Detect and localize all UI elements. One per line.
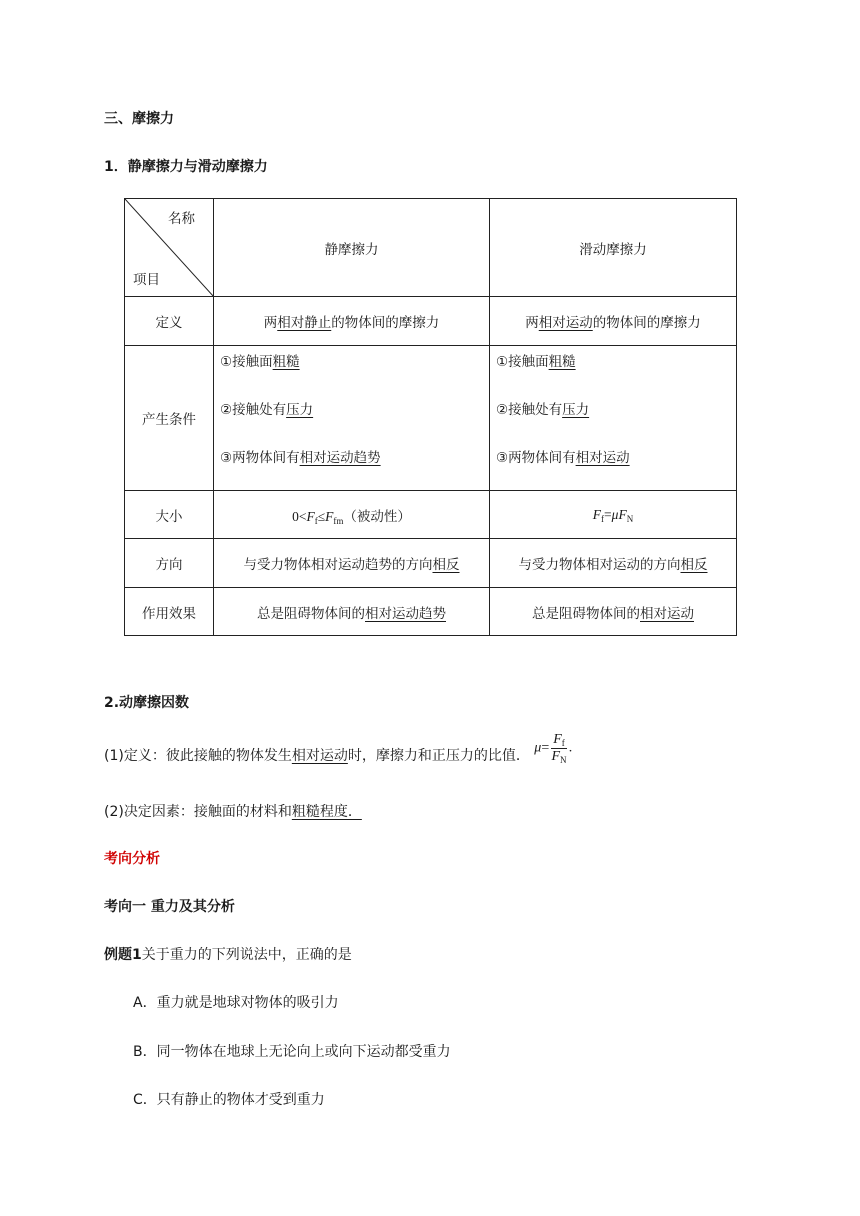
analysis-heading: 考向分析 (104, 851, 160, 867)
column-header-static: 静摩擦力 (214, 199, 490, 297)
effect-static: 总是阻碍物体间的相对运动趋势 (214, 588, 490, 636)
mu-formula: μ= $\frac{F_f}{F_N}$ . (534, 731, 573, 765)
column-header-sliding: 滑动摩擦力 (490, 199, 737, 297)
table-header-row (125, 199, 737, 297)
example-label: 例题1 (104, 947, 142, 963)
effect-sliding: 总是阻碍物体间的相对运动 (490, 588, 737, 636)
subsection-heading-2: 2.动摩擦因数 (104, 695, 190, 711)
option-a: A．重力就是地球对物体的吸引力 (133, 995, 339, 1011)
table-row (125, 297, 737, 346)
magnitude-sliding: $F_f=\mu F_N$ (490, 491, 737, 539)
table-row (125, 588, 737, 636)
diagonal-header-cell (125, 199, 214, 297)
option-b: B．同一物体在地球上无论向上或向下运动都受重力 (133, 1044, 451, 1060)
example-text: 关于重力的下列说法中，正确的是 (141, 947, 352, 963)
conditions-static: ①接触面粗糙 ②接触处有压力 ③两物体间有相对运动趋势 (214, 346, 490, 491)
option-c: C．只有静止的物体才受到重力 (133, 1092, 325, 1108)
section-heading: 三、摩擦力 (104, 111, 174, 127)
definition-static: 两相对静止的物体间的摩擦力 (214, 297, 490, 346)
table-row (125, 491, 737, 539)
row-label: 产生条件 (125, 346, 214, 491)
direction-static: 与受力物体相对运动趋势的方向相反 (214, 539, 490, 588)
header-name-label: 名称 (168, 211, 195, 227)
example-question (104, 945, 352, 965)
table-row (125, 346, 737, 491)
table-row (125, 539, 737, 588)
magnitude-static: $0<F_f\le F_{fm}$（被动性） (214, 491, 490, 539)
header-item-label: 项目 (133, 272, 160, 288)
definition-sliding: 两相对运动的物体间的摩擦力 (490, 297, 737, 346)
row-label: 方向 (125, 539, 214, 588)
factor-line: (2)决定因素：接触面的材料和粗糙程度． (104, 804, 362, 820)
direction-heading: 考向一 重力及其分析 (104, 899, 235, 915)
friction-comparison-table (124, 198, 737, 636)
row-label: 作用效果 (125, 588, 214, 636)
direction-sliding: 与受力物体相对运动的方向相反 (490, 539, 737, 588)
conditions-sliding: ①接触面粗糙 ②接触处有压力 ③两物体间有相对运动 (490, 346, 737, 491)
row-label: 大小 (125, 491, 214, 539)
definition-line: (1)定义：彼此接触的物体发生相对运动时，摩擦力和正压力的比值． μ= $\frac{F_f}{F_N}$ . (104, 731, 573, 765)
subsection-heading-1: 1．静摩擦力与滑动摩擦力 (104, 159, 268, 175)
row-label: 定义 (125, 297, 214, 346)
